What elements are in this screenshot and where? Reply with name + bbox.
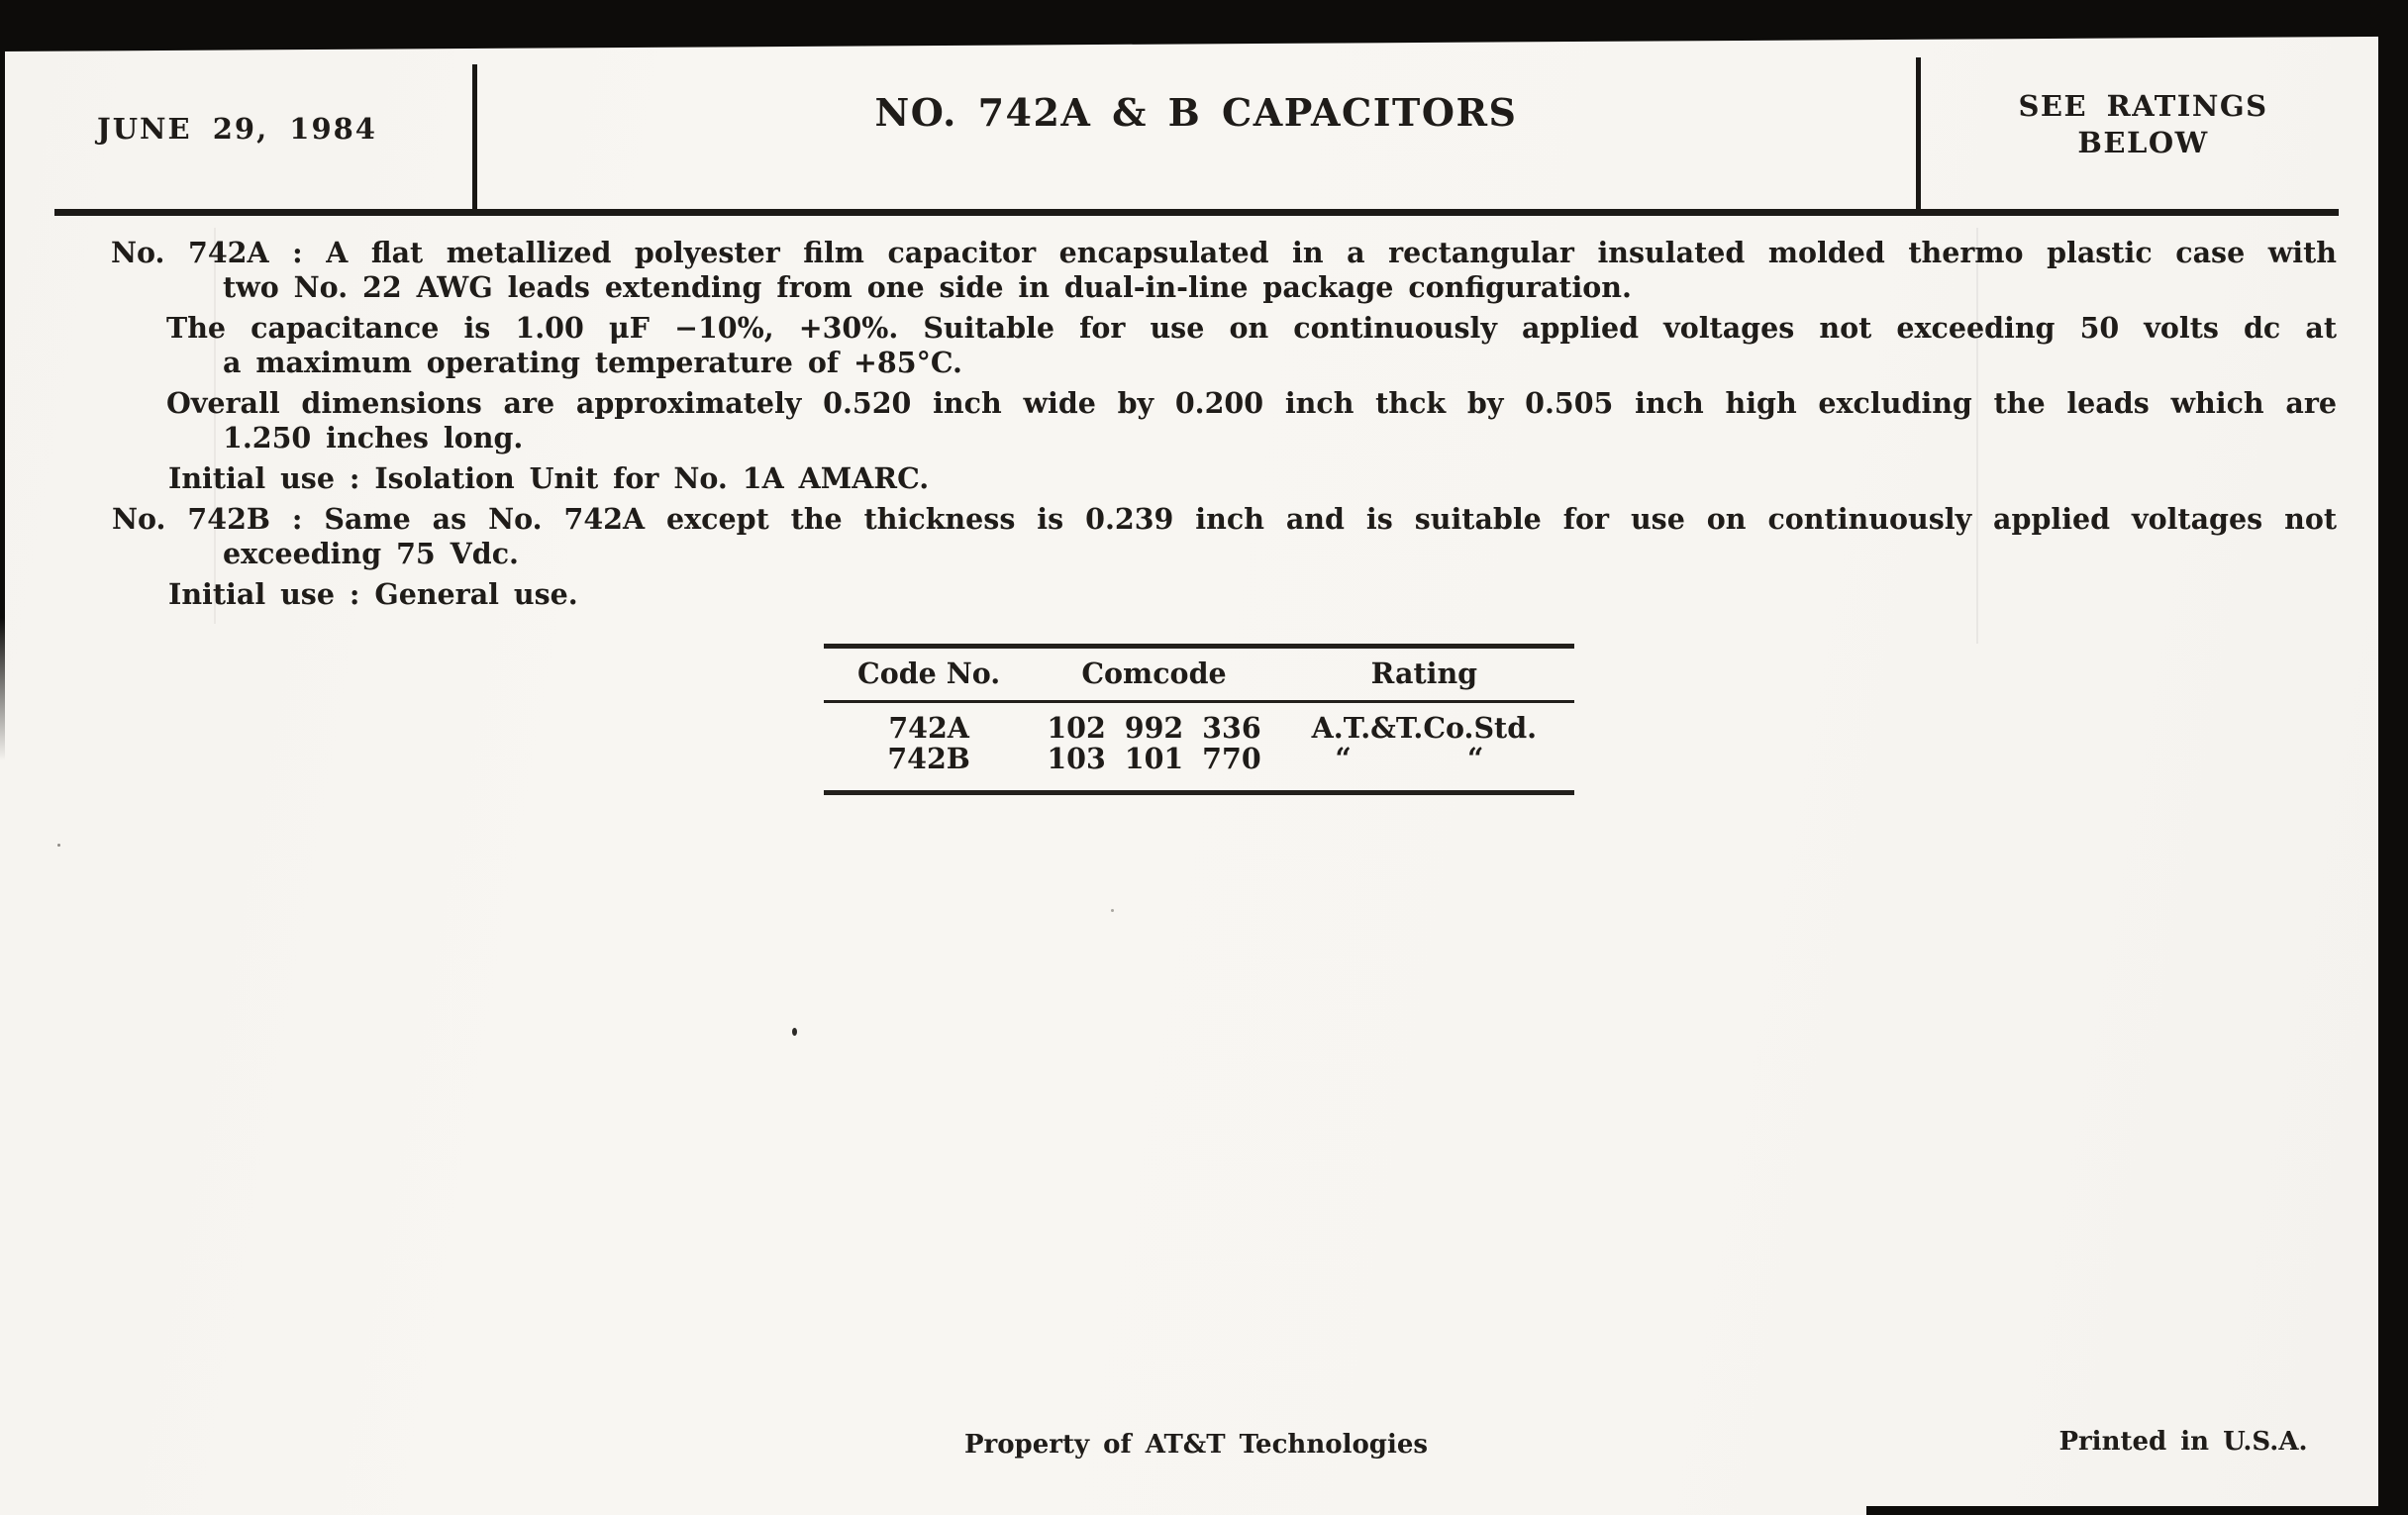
body-line: Initial use : General use. — [168, 577, 578, 611]
body-line: exceeding 75 Vdc. — [223, 537, 519, 570]
scan-speck — [792, 1028, 797, 1036]
cell-comcode: 103 101 770 — [1047, 742, 1261, 775]
table-row — [824, 744, 1574, 774]
ditto-mark: “ — [1466, 742, 1484, 775]
body-line: No. 742B : Same as No. 742A except the thickness is 0.239 inch and is suitable for use on continuously applied voltages not — [112, 502, 2337, 536]
ratings-table — [824, 644, 1574, 795]
scan-speck — [1111, 909, 1114, 912]
header-divider-right — [1916, 57, 1921, 210]
ratings-note-line2: BELOW — [2077, 126, 2209, 159]
table-header-row — [824, 649, 1574, 703]
ditto-mark: “ — [1335, 742, 1352, 775]
body-line: No. 742A : A flat metallized polyester film capacitor encapsulated in a rectangular insulated molded thermo plastic case with — [111, 236, 2337, 269]
scan-black-band-right — [2378, 0, 2408, 1515]
ditto-marks — [1335, 744, 1513, 774]
page-title: NO. 742A & B CAPACITORS — [874, 90, 1518, 135]
cell-rating: A.T.&T.Co.Std. — [1311, 711, 1538, 745]
body-line: Overall dimensions are approximately 0.520 inch wide by 0.200 inch thck by 0.505 inch high excluding the leads which are — [166, 386, 2337, 420]
body-line: two No. 22 AWG leads extending from one side in dual-in-line package configuration. — [223, 270, 1632, 304]
scan-crease — [1976, 228, 1978, 644]
issue-date: JUNE 29, 1984 — [97, 112, 377, 146]
body-text — [59, 236, 2337, 612]
column-header-rating: Rating — [1370, 656, 1478, 690]
scan-speck — [57, 844, 60, 847]
cell-comcode: 102 992 336 — [1047, 711, 1261, 745]
table-body — [824, 713, 1574, 790]
table-row — [824, 713, 1574, 744]
body-line: a maximum operating temperature of +85°C. — [223, 346, 962, 379]
scan-black-edge-left — [0, 48, 5, 760]
header-divider-left — [472, 64, 477, 210]
footer-printed-note: Printed in U.S.A. — [2058, 1427, 2308, 1457]
document-header — [0, 48, 2408, 210]
column-header-code: Code No. — [857, 656, 1001, 690]
body-line: Initial use : Isolation Unit for No. 1A AMARC. — [168, 461, 930, 495]
ratings-note-line1: SEE RATINGS — [2018, 89, 2268, 123]
header-rule — [54, 209, 2339, 216]
body-line: 1.250 inches long. — [223, 421, 524, 454]
footer-property-note: Property of AT&T Technologies — [963, 1430, 1429, 1460]
scan-black-band-bottom — [1866, 1506, 2408, 1515]
cell-code: 742B — [887, 742, 970, 775]
scan-crease — [214, 228, 216, 624]
cell-code: 742A — [888, 711, 969, 745]
body-line: The capacitance is 1.00 μF −10%, +30%. Suitable for use on continuously applied voltages not exceeding 50 volts dc at — [166, 311, 2337, 345]
cell-rating — [1274, 744, 1574, 774]
column-header-comcode: Comcode — [1081, 656, 1227, 690]
ratings-note — [1918, 48, 2368, 210]
